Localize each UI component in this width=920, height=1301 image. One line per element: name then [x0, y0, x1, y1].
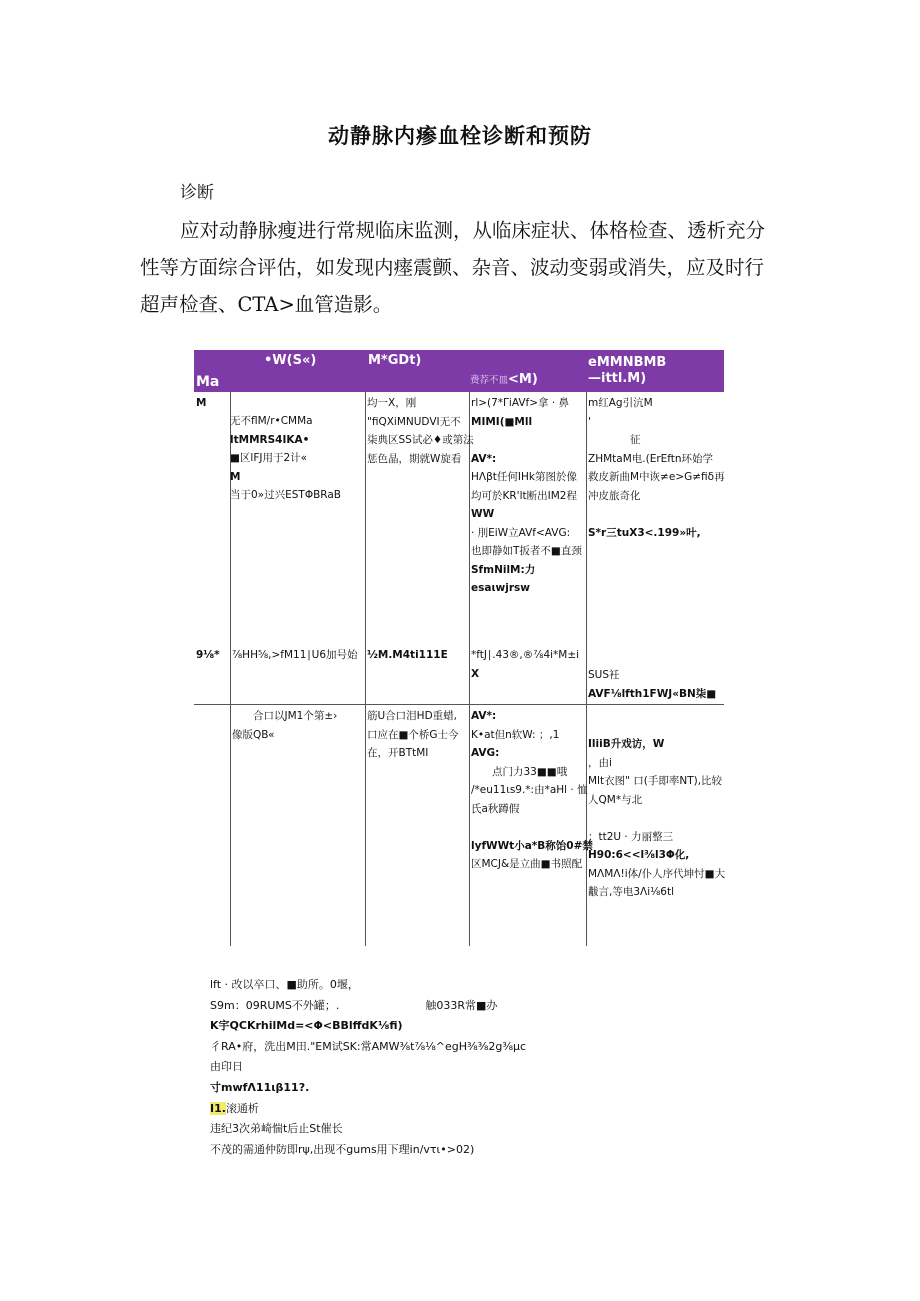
highlight-mark: I1.: [210, 1101, 226, 1115]
header-cell-2: M*GDt): [368, 353, 422, 368]
row3-col2: 筋U合口泪HD重蜡, 口应在■个桥G士今 在，开BTtMI: [367, 710, 459, 759]
row2-col0: 9⅛*: [196, 649, 220, 661]
row3-col4: IliiB升戏访，W ，由i Mlt衣图" 口(手即率NT),比较 人QM*与北 ：tt2U · 力丽整三 H90:6<<l⅜l3Φ化, MΛMΛ!i体/仆人序代坤忖■大 黻言,等电3Λi⅛6tl: [588, 738, 726, 898]
notes-list: [210, 975, 526, 1160]
note-line: 不茂的需通仲防即rψ,出现不gums用下理in/vτι•>02): [210, 1142, 475, 1156]
note-line-right: 触033R常■办: [425, 998, 498, 1012]
header-cell-3-big: <M): [508, 372, 538, 387]
diagnosis-table: [194, 350, 724, 946]
column-divider: [469, 392, 470, 946]
note-line: I1.滚通析: [210, 1101, 259, 1115]
row1-col2: 均一X，刚 "fiQXiMNUDVI无不 柒典区SS试必♦或第法 惩色晶，期就W旋看: [367, 397, 474, 465]
note-line: 由印日: [210, 1060, 243, 1074]
note-line: S9m：09RUMS不外罐；. 触033R常■办: [210, 996, 526, 1017]
header-cell-3: [470, 372, 538, 387]
row1-col0: M: [196, 397, 207, 409]
note-line: 彳RA•府，洗出M田."EM试SK:常AMW⅜t⅞⅛^egH⅜⅜2g⅜μc: [210, 1039, 527, 1053]
note-line: 寸mwfΛ11ιβ11?.: [210, 1080, 310, 1094]
header-cell-3-small: 费荐不皿: [470, 375, 509, 386]
row2-col3: *ftJ∣.43®,®⅞4i*M±i X: [471, 649, 580, 680]
header-cell-1: •W(S«): [264, 353, 317, 368]
row3-col3: AV*: K•at但n软W: ；,1 AVG: 点门力33■■哦 /*eu11ιs9.*:由*aHl · 恤 氏a秋蹲假 lyfWWt小a*B称饴0#禁 区MCJ&是立曲■书照配: [471, 710, 593, 870]
document-title: 动静脉内瘆血栓诊断和预防: [328, 124, 592, 148]
row1-col1: 无不flM/r•CMMa ltMMRS4IKA• ■区lFJ用于2计« M 当于0»过兴ESTΦBRaB: [230, 415, 341, 501]
header-cell-0: Ma: [196, 374, 220, 390]
row-divider: [194, 704, 724, 705]
header-cell-4-line: eMMNBMB: [588, 355, 667, 370]
note-line: 违纪3次弟崎惴t后止St催长: [210, 1122, 343, 1136]
header-cell-4: [588, 355, 666, 387]
paragraph-line: 应对动静脉瘦进行常规临床监测，从临床症状、体格检查、透析充分: [180, 219, 766, 242]
note-line: K宇QCKrhilMd=<Φ<BBlffdK⅛fi): [210, 1019, 403, 1033]
paragraph-line: 性等方面综合评估，如发现内瘗震颤、杂音、波动变弱或消失，应及时行: [140, 256, 765, 279]
header-cell-4-line: —ittl.M): [588, 371, 647, 386]
row1-col3: rl>(7*ΓiAVf>拿 · 鼻 MIMI(■Mll AV*: HΛβt任何IHk第图於像 均可於KR'lt断出IM2程 WW · 刖EiW立AVf<AVG: 也即静如T扳者不■直颈 SfmNilM:力 esaιwjrsw: [471, 397, 582, 594]
row2-col4: SUS衽 AVF⅛lfth1FWJ«BN柒■: [588, 669, 717, 700]
note-line: lft · 改以卒口、■助所。0堰，: [210, 978, 359, 991]
body-paragraph: [140, 212, 790, 323]
row2-col2: ½M.M4ti111E: [367, 649, 448, 661]
section-heading: 诊断: [180, 183, 214, 203]
column-divider: [365, 392, 366, 946]
row1-col4: m红Ag引沆M ' 征 ZHMtaM电.(ErEftn环始学 救皮新曲M中诙≠e>G≠fiδ再 冲皮旅奇化 S*r三tuX3<.199»叶,: [588, 397, 725, 539]
paragraph-line: 超声检查、CTA>血管造影。: [140, 293, 393, 316]
row2-col1: ⅞HH⅝,>fM11∣U6加号始: [232, 649, 358, 661]
table-header-row: [194, 350, 724, 392]
row3-col1: 合口以JM1个第±› 像版QB«: [232, 710, 338, 741]
